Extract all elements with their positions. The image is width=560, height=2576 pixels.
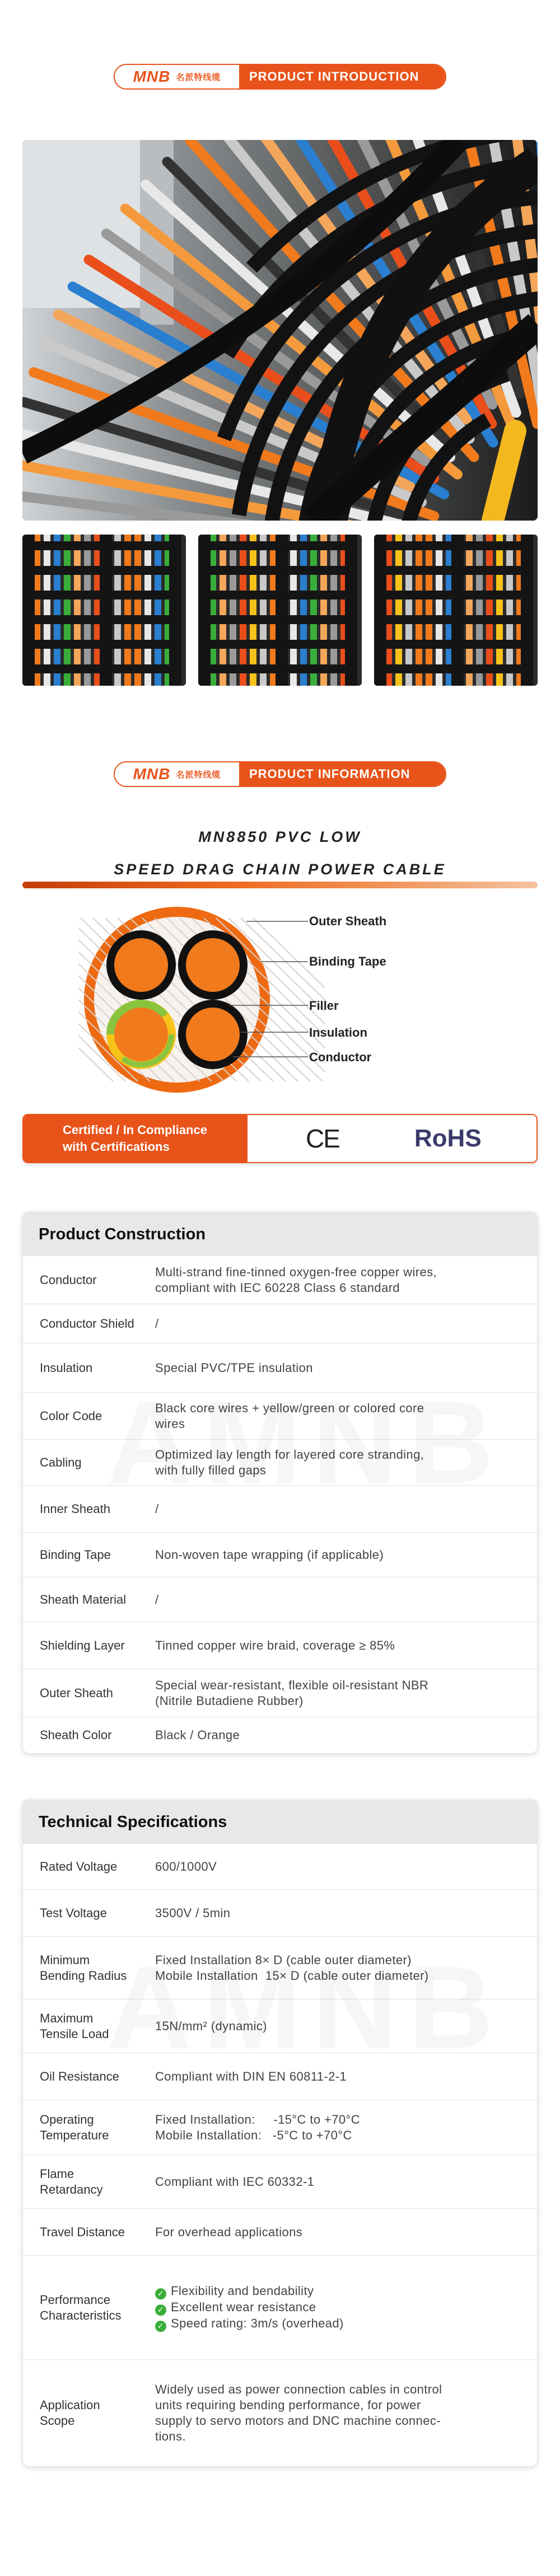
- row-value-text: /: [155, 1592, 159, 1607]
- row-label-line: Sheath Color: [40, 1728, 112, 1742]
- certification-label-line2: with Certifications: [63, 1140, 170, 1154]
- row-label-line: Scope: [40, 2414, 75, 2428]
- row-value: [155, 1547, 537, 1563]
- row-value-text: For overhead applications: [155, 2224, 303, 2239]
- row-value-line: [155, 1952, 520, 1968]
- row-value-text: Speed rating: 3m/s (overhead): [171, 2316, 344, 2330]
- row-value-text: 15N/mm² (dynamic): [155, 2018, 267, 2033]
- row-label: [23, 2112, 155, 2143]
- row-value-text: 3500V / 5min: [155, 1905, 231, 1920]
- callout-conductor: Conductor: [309, 1050, 372, 1064]
- row-label-line: Tensile Load: [40, 2026, 109, 2041]
- product-construction-table: [22, 1212, 538, 1754]
- certification-marks: [248, 1115, 536, 1162]
- row-label-line: Temperature: [40, 2128, 109, 2142]
- row-label: [23, 2292, 155, 2324]
- row-value-line: [155, 2283, 520, 2299]
- row-value-text: Mobile Installation: -5°C to +70°C: [155, 2128, 352, 2142]
- row-label: [23, 1727, 155, 1743]
- row-value-text: supply to servo motors and DNC machine connec-: [155, 2414, 441, 2428]
- row-value-text: Compliant with IEC 60332-1: [155, 2174, 315, 2189]
- row-value-text: Special PVC/TPE insulation: [155, 1360, 313, 1375]
- row-value-text: Mobile Installation 15× D (cable outer diameter): [155, 1968, 429, 1983]
- brand-name: 名派特线缆: [176, 769, 221, 780]
- row-value: [155, 2224, 537, 2240]
- row-label-line: Oil Resistance: [40, 2069, 119, 2083]
- row-label-line: Flame: [40, 2166, 74, 2181]
- thumbnail-photo-2: [198, 535, 362, 686]
- rohs-mark: RoHS: [414, 1125, 482, 1152]
- row-label: [23, 1952, 155, 1984]
- brand-logo: [115, 762, 239, 786]
- row-label-line: Performance: [40, 2292, 110, 2307]
- row-value: [155, 1401, 537, 1432]
- row-value-line: [155, 2112, 520, 2128]
- product-title-line2: SPEED DRAG CHAIN POWER CABLE: [114, 861, 446, 878]
- row-value-text: Fixed Installation 8× D (cable outer diameter): [155, 1952, 412, 1967]
- row-value-text: Optimized lay length for layered core stranding,: [155, 1447, 424, 1462]
- row-value-line: [155, 2413, 520, 2429]
- row-value-line: [155, 1501, 520, 1517]
- row-value-line: [155, 1447, 520, 1463]
- row-label: [23, 1316, 155, 1332]
- row-value-text: (Nitrile Butadiene Rubber): [155, 1693, 304, 1708]
- table-row: [23, 2100, 537, 2155]
- row-value-text: Black core wires + yellow/green or colored core: [155, 1401, 424, 1415]
- row-value-line: [155, 2069, 520, 2085]
- row-value: [155, 2069, 537, 2085]
- certification-bar: [22, 1114, 538, 1163]
- row-label-line: Test Voltage: [40, 1905, 107, 1920]
- row-value-line: [155, 1463, 520, 1478]
- row-value-text: /: [155, 1501, 159, 1516]
- row-value-line: [155, 1280, 520, 1296]
- table-title: Technical Specifications: [23, 1800, 537, 1844]
- row-value-line: [155, 1316, 520, 1332]
- cable-chain-thumbnail-1: [22, 535, 186, 686]
- row-label-line: Insulation: [40, 1360, 93, 1375]
- row-value-line: [155, 1678, 520, 1693]
- row-value-text: Fixed Installation: -15°C to +70°C: [155, 2112, 361, 2127]
- row-label: [23, 2224, 155, 2240]
- row-label-line: Inner Sheath: [40, 1501, 110, 1516]
- row-value-text: Excellent wear resistance: [171, 2300, 316, 2314]
- row-value-text: tions.: [155, 2429, 186, 2443]
- row-label-line: Characteristics: [40, 2308, 122, 2322]
- title-underline-bar: [22, 882, 538, 888]
- row-label: [23, 1360, 155, 1376]
- callout-insulation: Insulation: [309, 1025, 367, 1039]
- thumbnail-photo-3: [374, 535, 538, 686]
- row-label-line: Shielding Layer: [40, 1638, 125, 1652]
- row-value-text: /: [155, 1316, 159, 1331]
- row-label: [23, 1638, 155, 1654]
- row-label: [23, 2166, 155, 2198]
- row-value-line: [155, 1264, 520, 1280]
- row-value-line: [155, 2299, 520, 2316]
- row-label: [23, 2011, 155, 2042]
- row-label: [23, 1501, 155, 1517]
- section-banner-intro: [114, 64, 446, 90]
- row-value: [155, 1952, 537, 1984]
- row-label-line: Travel Distance: [40, 2224, 125, 2239]
- row-label-line: Color Code: [40, 1408, 102, 1423]
- brand-logo-mark: MNB: [133, 68, 171, 85]
- row-value-line: [155, 2429, 520, 2444]
- row-label-line: Binding Tape: [40, 1547, 111, 1562]
- row-label-line: Conductor Shield: [40, 1316, 134, 1331]
- check-icon: ✓: [155, 2305, 166, 2316]
- row-label: [23, 1859, 155, 1875]
- row-value: [155, 1316, 537, 1332]
- row-value-text: Tinned copper wire braid, coverage ≥ 85%: [155, 1638, 395, 1652]
- row-value-line: [155, 2397, 520, 2413]
- row-label-line: Retardancy: [40, 2182, 103, 2196]
- row-value-line: [155, 1360, 520, 1376]
- row-value: [155, 1447, 537, 1478]
- row-label: [23, 2397, 155, 2429]
- row-value-line: [155, 1859, 520, 1875]
- row-value-text: Flexibility and bendability: [171, 2284, 314, 2298]
- table-title: Product Construction: [23, 1212, 537, 1256]
- row-label: [23, 2069, 155, 2085]
- row-label-line: Operating: [40, 2112, 94, 2127]
- technical-specifications-table: [22, 1800, 538, 2467]
- certification-label: [24, 1115, 248, 1162]
- table-row: [23, 1999, 537, 2053]
- table-row: [23, 1486, 537, 1533]
- table-row: [23, 1844, 537, 1890]
- row-label-line: Rated Voltage: [40, 1859, 118, 1874]
- row-value: [155, 1727, 537, 1743]
- row-label-line: Application: [40, 2398, 100, 2412]
- row-value: [155, 1859, 537, 1875]
- row-value-line: [155, 2224, 520, 2240]
- row-value: [155, 2283, 537, 2332]
- row-label-line: Sheath Material: [40, 1592, 127, 1607]
- row-value-text: Multi-strand fine-tinned oxygen-free copper wires,: [155, 1264, 437, 1279]
- table-row: [23, 2053, 537, 2100]
- row-value-text: compliant with IEC 60228 Class 6 standard: [155, 1280, 400, 1295]
- row-value-line: [155, 1638, 520, 1654]
- thumbnail-photo-1: [22, 535, 186, 686]
- table-row: [23, 1622, 537, 1669]
- row-value-text: units requiring bending performance, for power: [155, 2398, 421, 2412]
- row-value-line: [155, 1401, 520, 1416]
- row-value: [155, 1638, 537, 1654]
- table-row: [23, 1533, 537, 1577]
- row-label-line: Bending Radius: [40, 1968, 127, 1983]
- row-value-line: [155, 1727, 520, 1743]
- cable-chain-thumbnail-3: [374, 535, 538, 686]
- section-title-info: PRODUCT INFORMATION: [239, 762, 445, 786]
- row-value-text: Special wear-resistant, flexible oil-resistant NBR: [155, 1678, 429, 1692]
- row-value: [155, 2174, 537, 2190]
- table-row: [23, 2209, 537, 2256]
- section-title-intro: PRODUCT INTRODUCTION: [239, 65, 445, 88]
- row-value: [155, 1264, 537, 1296]
- check-icon: ✓: [155, 2321, 166, 2332]
- row-value: [155, 2112, 537, 2143]
- row-value-line: [155, 1905, 520, 1921]
- ce-mark: CE: [306, 1124, 339, 1153]
- check-icon: ✓: [155, 2288, 166, 2299]
- row-value: [155, 2018, 537, 2034]
- table-row: [23, 1343, 537, 1393]
- row-value-line: [155, 2128, 520, 2143]
- row-value-line: [155, 1547, 520, 1563]
- row-value-text: Compliant with DIN EN 60811-2-1: [155, 2069, 347, 2083]
- row-label-line: Maximum: [40, 2011, 94, 2025]
- table-row: [23, 1669, 537, 1717]
- table-row: [23, 1393, 537, 1440]
- row-value: [155, 1592, 537, 1608]
- row-label: [23, 1592, 155, 1608]
- table-row: [23, 2360, 537, 2466]
- table-row: [23, 1577, 537, 1622]
- row-value-line: [155, 2174, 520, 2190]
- row-value: [155, 1678, 537, 1709]
- row-value: [155, 1905, 537, 1921]
- row-value-line: [155, 1592, 520, 1608]
- drag-chain-photo: [22, 140, 538, 521]
- table-row: [23, 1256, 537, 1304]
- row-value-line: [155, 1968, 520, 1984]
- row-value-text: wires: [155, 1416, 185, 1431]
- callout-filler: Filler: [309, 999, 339, 1013]
- row-label-line: Outer Sheath: [40, 1685, 113, 1700]
- table-row: [23, 2155, 537, 2209]
- table-row: [23, 2256, 537, 2360]
- row-value-line: [155, 2382, 520, 2397]
- cable-chain-thumbnail-2: [198, 535, 362, 686]
- brand-name: 名派特线缆: [176, 72, 221, 82]
- row-value-text: with fully filled gaps: [155, 1463, 267, 1477]
- row-value-line: [155, 1693, 520, 1709]
- product-title-line1: MN8850 PVC LOW: [198, 828, 362, 845]
- callout-binding-tape: Binding Tape: [309, 954, 386, 968]
- row-label: [23, 1547, 155, 1563]
- row-value-line: [155, 1416, 520, 1432]
- brand-logo: [115, 65, 239, 88]
- row-label: [23, 1905, 155, 1921]
- row-label: [23, 1685, 155, 1701]
- table-row: [23, 1304, 537, 1343]
- row-value-line: [155, 2018, 520, 2034]
- table-row: [23, 1937, 537, 1999]
- row-value-text: Black / Orange: [155, 1728, 240, 1742]
- row-value: [155, 1501, 537, 1517]
- drag-chain-illustration: [22, 140, 538, 521]
- row-value-text: Widely used as power connection cables in control: [155, 2382, 442, 2396]
- cable-cross-section: [78, 901, 325, 1103]
- table-row: [23, 1440, 537, 1486]
- row-value: [155, 2382, 537, 2444]
- section-banner-info: [114, 761, 446, 787]
- row-label: [23, 1455, 155, 1470]
- row-label-line: Conductor: [40, 1272, 97, 1287]
- row-label: [23, 1272, 155, 1288]
- table-row: [23, 1717, 537, 1753]
- table-row: [23, 1890, 537, 1937]
- brand-logo-mark: MNB: [133, 765, 171, 783]
- certification-label-line1: Certified / In Compliance: [63, 1123, 207, 1137]
- row-value-text: Non-woven tape wrapping (if applicable): [155, 1547, 384, 1562]
- row-label-line: Cabling: [40, 1455, 82, 1469]
- row-value-text: 600/1000V: [155, 1859, 217, 1874]
- row-value-line: [155, 2316, 520, 2332]
- row-value: [155, 1360, 537, 1376]
- row-label-line: Minimum: [40, 1952, 90, 1967]
- callout-outer-sheath: Outer Sheath: [309, 914, 387, 928]
- row-label: [23, 1408, 155, 1424]
